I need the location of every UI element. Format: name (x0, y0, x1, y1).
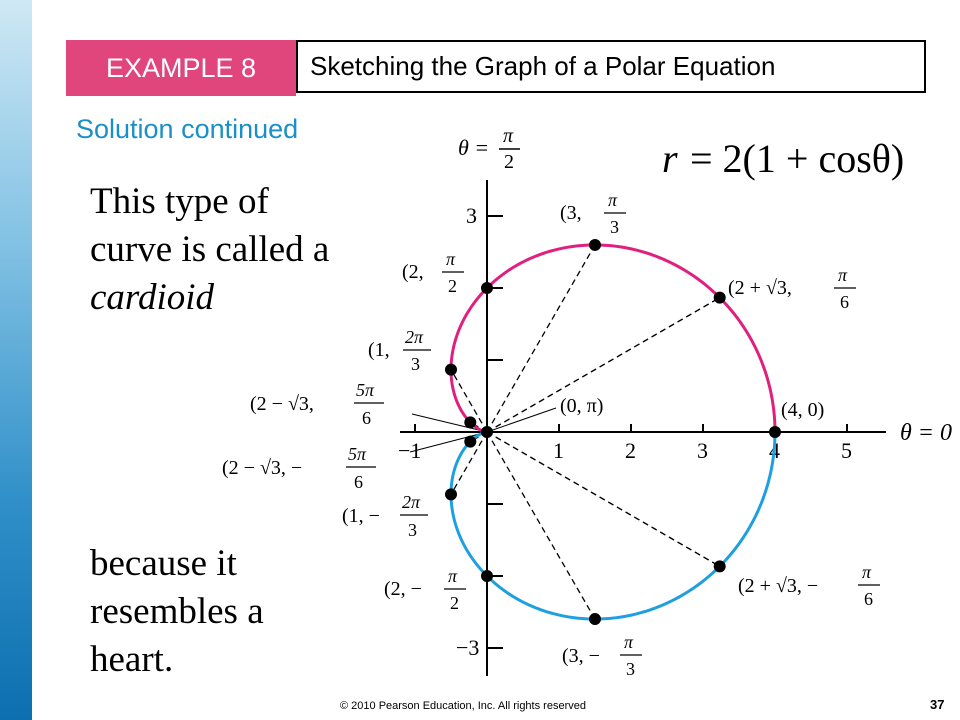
point-label-neg-5pi6 (222, 444, 376, 492)
svg-text:(3,: (3, (560, 202, 582, 224)
svg-text:π: π (608, 190, 618, 210)
curve-point (445, 364, 457, 376)
point-label-neg-2pi3 (342, 492, 428, 540)
svg-text:6: 6 (840, 292, 849, 312)
svg-text:π: π (624, 632, 634, 652)
svg-text:5π: 5π (356, 380, 375, 400)
svg-text:6: 6 (354, 472, 363, 492)
svg-text:3: 3 (411, 354, 420, 374)
svg-text:5π: 5π (348, 444, 367, 464)
curve-point (464, 436, 476, 448)
point-label: (0, π) (560, 395, 604, 417)
cardioid-upper-half (451, 245, 775, 432)
svg-text:(2 − √3,: (2 − √3, (250, 393, 314, 415)
svg-text:6: 6 (864, 589, 873, 609)
svg-text:3: 3 (610, 217, 619, 237)
x-tick-label: −1 (398, 438, 422, 463)
x-tick-label: 4 (769, 438, 780, 463)
y-tick-label: 3 (466, 203, 477, 228)
svg-text:2π: 2π (405, 327, 424, 347)
svg-text:2π: 2π (402, 492, 421, 512)
point-label-pi2 (402, 249, 464, 296)
point-label-5pi6 (250, 380, 384, 428)
y-tick-label: −3 (456, 635, 480, 660)
slide-title: Sketching the Graph of a Polar Equation (296, 40, 926, 93)
text-bottom-line3: heart. (90, 639, 174, 680)
x-tick-label: 2 (625, 438, 636, 463)
text-top-line3: cardioid (90, 277, 215, 318)
x-tick-label: 1 (553, 438, 564, 463)
svg-text:(2,: (2, (402, 261, 424, 283)
svg-text:6: 6 (362, 408, 371, 428)
svg-text:(3, −: (3, − (562, 645, 600, 667)
copyright-footer: © 2010 Pearson Education, Inc. All rights reserved (340, 700, 586, 712)
radial-dashed-line (487, 432, 720, 566)
point-label: (4, 0) (781, 399, 825, 421)
point-label-pi6 (728, 265, 856, 312)
svg-text:π: π (446, 249, 456, 269)
svg-text:π: π (838, 265, 848, 285)
vertical-axis-label-theta: θ = (458, 135, 490, 160)
curve-point (769, 426, 781, 438)
point-label-neg-pi6 (738, 562, 880, 609)
point-label-neg-pi2 (384, 566, 466, 613)
curve-point (714, 560, 726, 572)
curve-point (464, 416, 476, 428)
origin-point (481, 426, 493, 438)
curve-point (481, 570, 493, 582)
vertical-axis-label-num: π (503, 125, 514, 147)
text-top-line1: This type of (90, 181, 269, 222)
svg-text:(1, −: (1, − (342, 505, 380, 527)
point-label-pi3 (560, 190, 626, 237)
curve-point (714, 292, 726, 304)
svg-text:(2 + √3,: (2 + √3, (728, 277, 792, 299)
svg-text:(1,: (1, (368, 339, 390, 361)
curve-point (589, 613, 601, 625)
svg-text:2: 2 (448, 276, 457, 296)
svg-text:(2 − √3, −: (2 − √3, − (222, 457, 303, 479)
svg-text:3: 3 (626, 659, 635, 679)
point-label-2pi3 (368, 327, 431, 374)
text-bottom-line1: because it (90, 543, 237, 584)
vertical-axis-label-den: 2 (504, 151, 514, 173)
equation-lhs: r (662, 136, 678, 181)
curve-point (481, 282, 493, 294)
point-label-neg-pi3 (562, 632, 642, 679)
svg-text:(2, −: (2, − (384, 578, 422, 600)
page-number: 37 (930, 697, 945, 712)
svg-text:π: π (448, 566, 458, 586)
text-bottom-line2: resembles a (90, 591, 264, 632)
text-top-line2: curve is called a (90, 229, 330, 270)
equation-rhs: = 2(1 + cosθ) (690, 136, 905, 181)
svg-text:(2 + √3, −: (2 + √3, − (738, 575, 819, 597)
svg-text:2: 2 (450, 593, 459, 613)
curve-point (589, 239, 601, 251)
solution-subtitle: Solution continued (76, 114, 299, 144)
svg-text:π: π (862, 562, 872, 582)
curve-point (445, 488, 457, 500)
example-tab: EXAMPLE 8 (66, 40, 296, 96)
x-tick-label: 3 (697, 438, 708, 463)
x-tick-label: 5 (841, 438, 852, 463)
horizontal-axis-label: θ = 0 (900, 420, 952, 446)
cardioid-lower-half (451, 432, 775, 619)
svg-text:3: 3 (408, 520, 417, 540)
